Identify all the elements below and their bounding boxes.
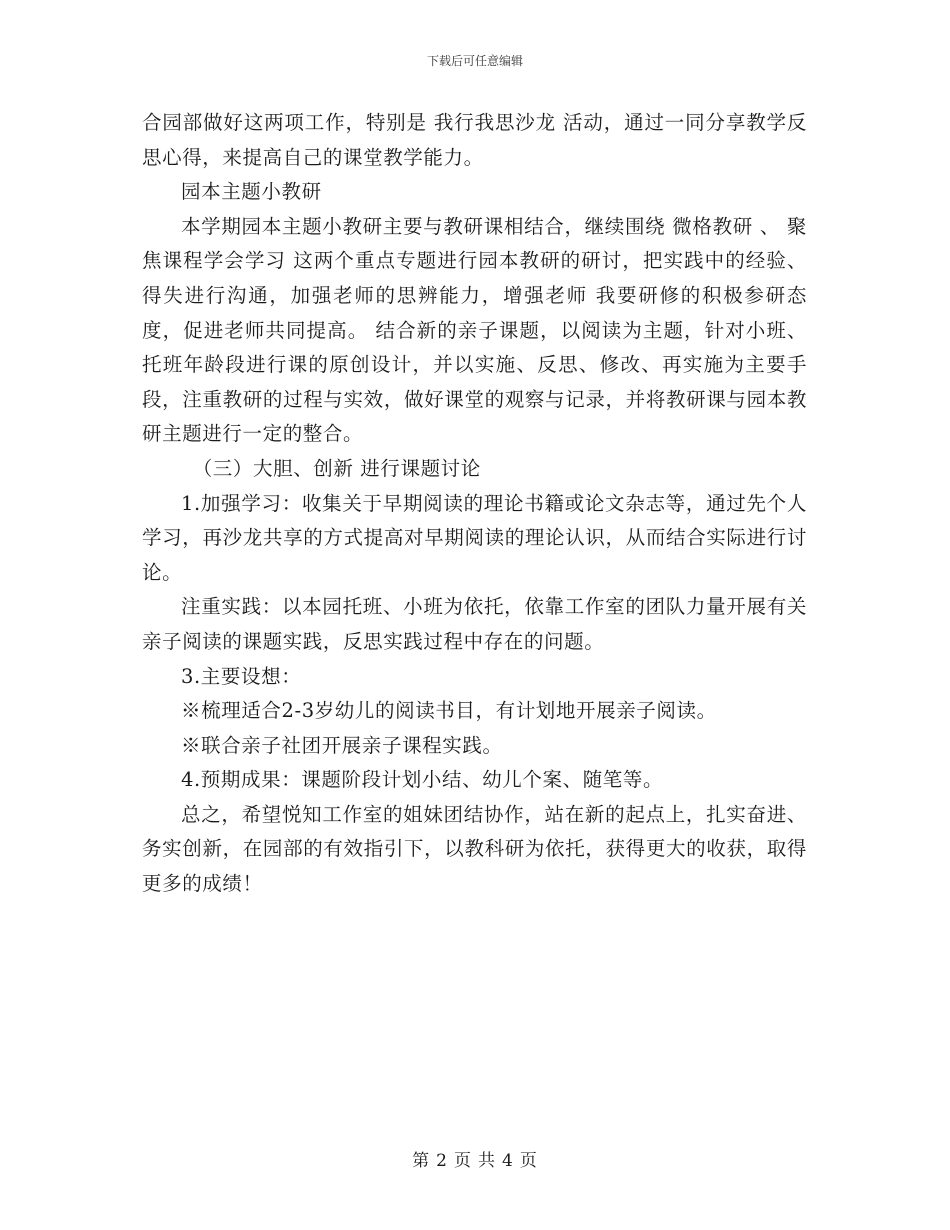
paragraph-garden-research: 本学期园本主题小教研主要与教研课相结合，继续围绕 微格教研 、 聚焦课程学会学习 这两个重点专题进行园本教研的研讨，把实践中的经验、得失进行沟通，加强老师的思辨能力，增强老师 我要研修的积极参研态度，促进老师共同提高。 结合新的亲子课题，以阅读为主题，针对小班、托班年龄段进行课的原创设计，并以实施、反思、修改、再实施为主要手段，注重教研的过程与实效，做好课堂的观察与记录，并将教研课与园本教研主题进行一定的整合。 xyxy=(142,214,807,446)
footer-prefix: 第 xyxy=(412,1151,431,1171)
paragraph-main-ideas: 3.主要设想： xyxy=(181,664,302,688)
document-body xyxy=(142,106,807,902)
footer-total-pages: 4 xyxy=(502,1151,514,1171)
list-item-parent-child-club: ※联合亲子社团开展亲子课程实践。 xyxy=(181,733,503,757)
list-item-reading-list: ※梳理适合2-3岁幼儿的阅读书目，有计划地开展亲子阅读。 xyxy=(181,699,717,723)
footer-total-label: 共 xyxy=(478,1151,496,1171)
paragraph-expected-results: 4.预期成果：课题阶段计划小结、幼儿个案、随笔等。 xyxy=(181,768,664,792)
page-footer xyxy=(0,1146,950,1171)
paragraph-strengthen-learning: 1.加强学习：收集关于早期阅读的理论书籍或论文杂志等，通过先个人学习，再沙龙共享的方式提高对早期阅读的理论认识，从而结合实际进行讨论。 xyxy=(142,491,807,584)
section-heading-garden-research: 园本主题小教研 xyxy=(181,180,322,204)
paragraph-conclusion: 总之，希望悦知工作室的姐妹团结协作，站在新的起点上，扎实奋进、务实创新，在园部的有效指引下，以教科研为依托，获得更大的收获，取得更多的成绩！ xyxy=(142,802,807,896)
page-header: 下载后可任意编辑 xyxy=(426,54,523,68)
footer-suffix: 页 xyxy=(519,1151,538,1171)
paragraph-continuation: 合园部做好这两项工作，特别是 我行我思沙龙 活动，通过一同分享教学反思心得，来提高自己的课堂教学能力。 xyxy=(142,111,807,169)
footer-page-unit: 页 xyxy=(454,1151,472,1171)
section-heading-topic-discussion: （三）大胆、创新 进行课题讨论 xyxy=(192,456,481,480)
footer-current-page: 2 xyxy=(436,1151,448,1171)
paragraph-focus-practice: 注重实践：以本园托班、小班为依托，依靠工作室的团队力量开展有关亲子阅读的课题实践，反思实践过程中存在的问题。 xyxy=(142,595,807,653)
